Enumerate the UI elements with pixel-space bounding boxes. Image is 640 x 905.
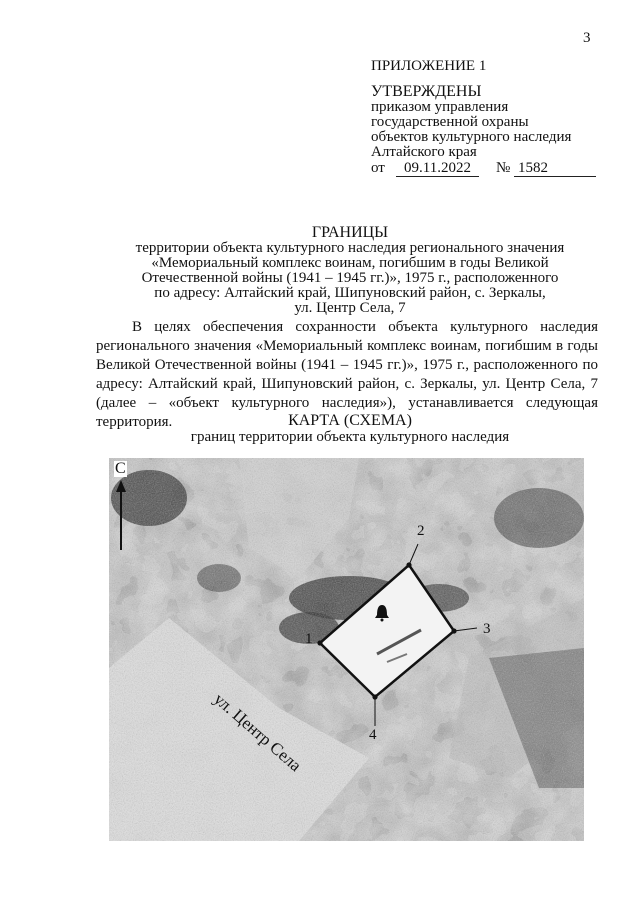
order-date: 09.11.2022 [396,160,479,177]
map-heading: КАРТА (СХЕМА) [288,412,412,429]
date-prefix: от [371,160,385,176]
approved-label: УТВЕРЖДЕНЫ [371,83,482,100]
point-label-4: 4 [369,727,377,743]
street-label: ул. Центр Села [210,689,306,776]
title-heading: ГРАНИЦЫ [311,224,389,241]
point-label-2: 2 [417,523,425,539]
title-line: по адресу: Алтайский край, Шипуновский район, с. Зеркалы, [154,285,546,301]
order-number: 1582 [514,160,596,177]
number-prefix: № [496,160,511,176]
appendix-block [371,58,611,178]
title-line: территории объекта культурного наследия регионального значения [135,240,565,256]
point-label-1: 1 [305,631,313,647]
point-label-3: 3 [483,621,491,637]
issuer-line: приказом управления [371,99,509,115]
issuer-line: Алтайского края [371,144,477,160]
page-number: 3 [583,30,591,46]
appendix-label: ПРИЛОЖЕНИЕ 1 [371,58,487,74]
vertex-1-marker [317,640,322,645]
body-paragraph: В целях обеспечения сохранности объекта культурного наследия регионального значения «Мемориальный комплекс воинам, погибшим в годы Великой Отечественной войны (1941 – 1945 гг.)», 1975 г., расположенного по адресу: Алтайский край, Шипуновский район, с. Зеркалы, ул. Центр Села, 7 (далее – «объект культурного наследия»), устанавливается следующая территория. [96,319,598,430]
title-block [100,225,600,316]
title-line: «Мемориальный комплекс воинам, погибшим в годы Великой [151,255,549,271]
map-subheading: границ территории объекта культурного наследия [190,429,510,445]
issuer-line: государственной охраны [371,114,529,130]
title-line: ул. Центр Села, 7 [294,300,406,316]
north-label: С [115,460,126,477]
map-image [109,458,584,841]
order-line [371,160,611,178]
title-line: Отечественной войны (1941 – 1945 гг.)», 1975 г., расположенного [141,270,559,286]
boundary-map [109,458,584,841]
issuer-line: объектов культурного наследия [371,129,572,145]
map-title-block [100,413,600,445]
